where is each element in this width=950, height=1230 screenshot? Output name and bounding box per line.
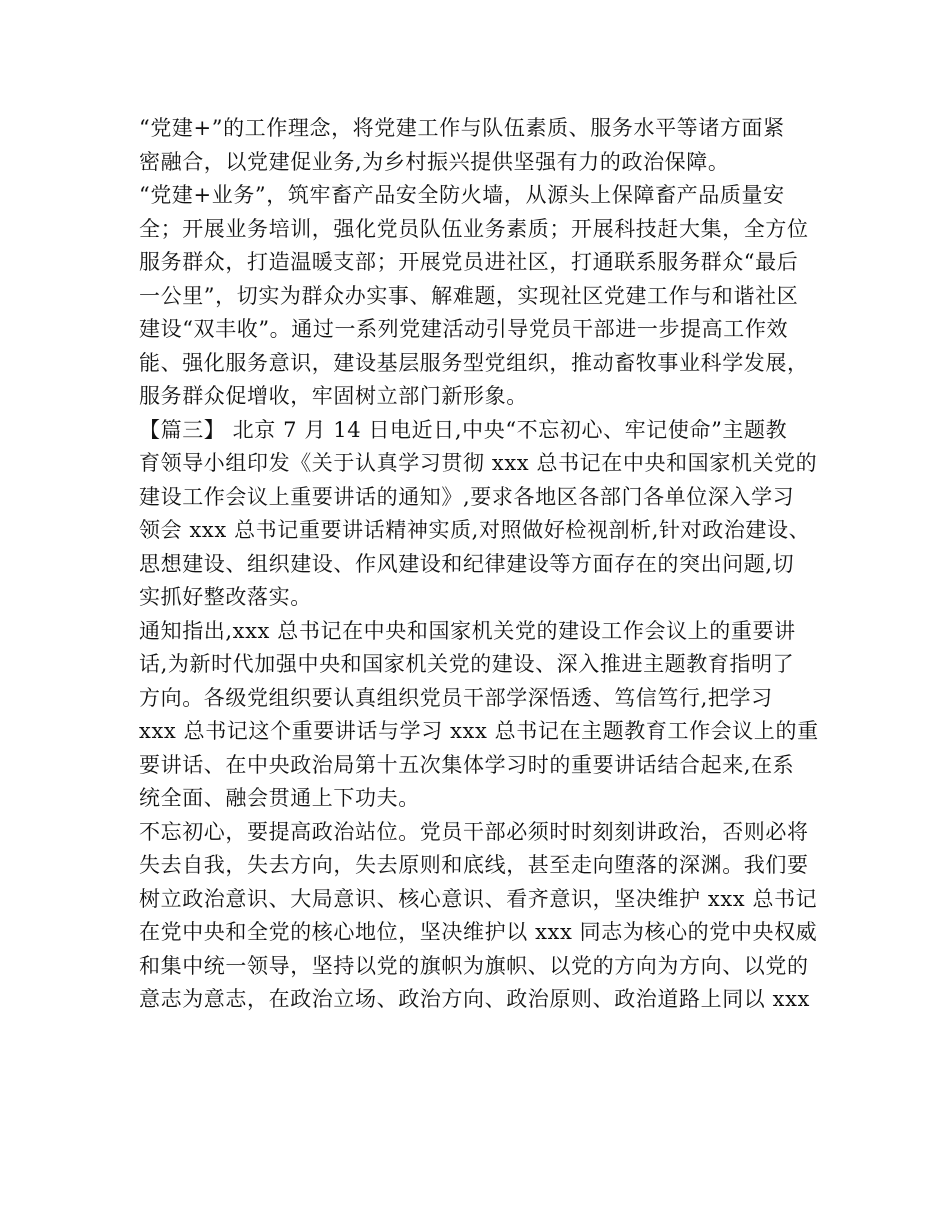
text-line: xxx 总书记这个重要讲话与学习 xxx 总书记在主题教育工作会议上的重 bbox=[139, 719, 819, 743]
text-line: 方向。各级党组织要认真组织党员干部学深悟透、笃信笃行,把学习 bbox=[139, 685, 773, 710]
text-line: 一公里”，切实为群众办实事、解难题，实现社区党建工作与和谐社区 bbox=[139, 283, 799, 308]
text-line: 在党中央和全党的核心地位，坚决维护以 xxx 同志为核心的党中央权威 bbox=[139, 920, 818, 944]
text-line: 实抓好整改落实。 bbox=[139, 585, 312, 609]
document-body bbox=[139, 112, 829, 1017]
text-line: “党建+业务”，筑牢畜产品安全防火墙，从源头上保障畜产品质量安 bbox=[139, 183, 785, 207]
text-line: 要讲话、在中央政治局第十五次集体学习时的重要讲话结合起来,在系 bbox=[139, 752, 795, 777]
text-line: 不忘初心，要提高政治站位。党员干部必须时时刻刻讲政治，否则必将 bbox=[139, 819, 809, 844]
text-line: 密融合，以党建促业务,为乡村振兴提供坚强有力的政治保障。 bbox=[139, 149, 730, 174]
text-line: 和集中统一领导，坚持以党的旗帜为旗帜、以党的方向为方向、以党的 bbox=[139, 953, 809, 978]
text-line: 话,为新时代加强中央和国家机关党的建设、深入推进主题教育指明了 bbox=[139, 652, 795, 676]
text-line: 育领导小组印发《关于认真学习贯彻 xxx 总书记在中央和国家机关党的 bbox=[139, 451, 818, 475]
text-line: 能、强化服务意识，建设基层服务型党组织，推动畜牧事业科学发展， bbox=[139, 350, 809, 375]
text-line: 建设工作会议上重要讲话的通知》,要求各地区各部门各单位深入学习 bbox=[139, 484, 795, 509]
text-line: 建设“双丰收”。通过一系列党建活动引导党员干部进一步提高工作效 bbox=[139, 317, 789, 341]
text-line: “党建+”的工作理念，将党建工作与队伍素质、服务水平等诸方面紧 bbox=[139, 116, 785, 140]
text-line: 通知指出,xxx 总书记在中央和国家机关党的建设工作会议上的重要讲 bbox=[139, 618, 796, 643]
text-line: 服务群众，打造温暖支部；开展党员进社区，打通联系服务群众“最后 bbox=[139, 250, 799, 274]
section-heading-line: 【篇三】 北京 7 月 14 日电近日,中央“不忘初心、牢记使命”主题教 bbox=[139, 417, 788, 442]
text-line: 思想建设、组织建设、作风建设和纪律建设等方面存在的突出问题,切 bbox=[139, 551, 795, 576]
text-line: 统全面、融会贯通上下功夫。 bbox=[139, 786, 420, 810]
text-line: 全；开展业务培训，强化党员队伍业务素质；开展科技赶大集，全方位 bbox=[139, 216, 809, 241]
text-line: 树立政治意识、大局意识、核心意识、看齐意识，坚决维护 xxx 总书记 bbox=[139, 886, 818, 911]
text-line: 领会 xxx 总书记重要讲话精神实质,对照做好检视剖析,针对政治建设、 bbox=[139, 518, 811, 542]
text-line: 服务群众促增收，牢固树立部门新形象。 bbox=[139, 384, 528, 408]
text-line: 意志为意志，在政治立场、政治方向、政治原则、政治道路上同以 xxx bbox=[139, 987, 811, 1011]
text-line: 失去自我，失去方向，失去原则和底线，甚至走向堕落的深渊。我们要 bbox=[139, 853, 809, 877]
